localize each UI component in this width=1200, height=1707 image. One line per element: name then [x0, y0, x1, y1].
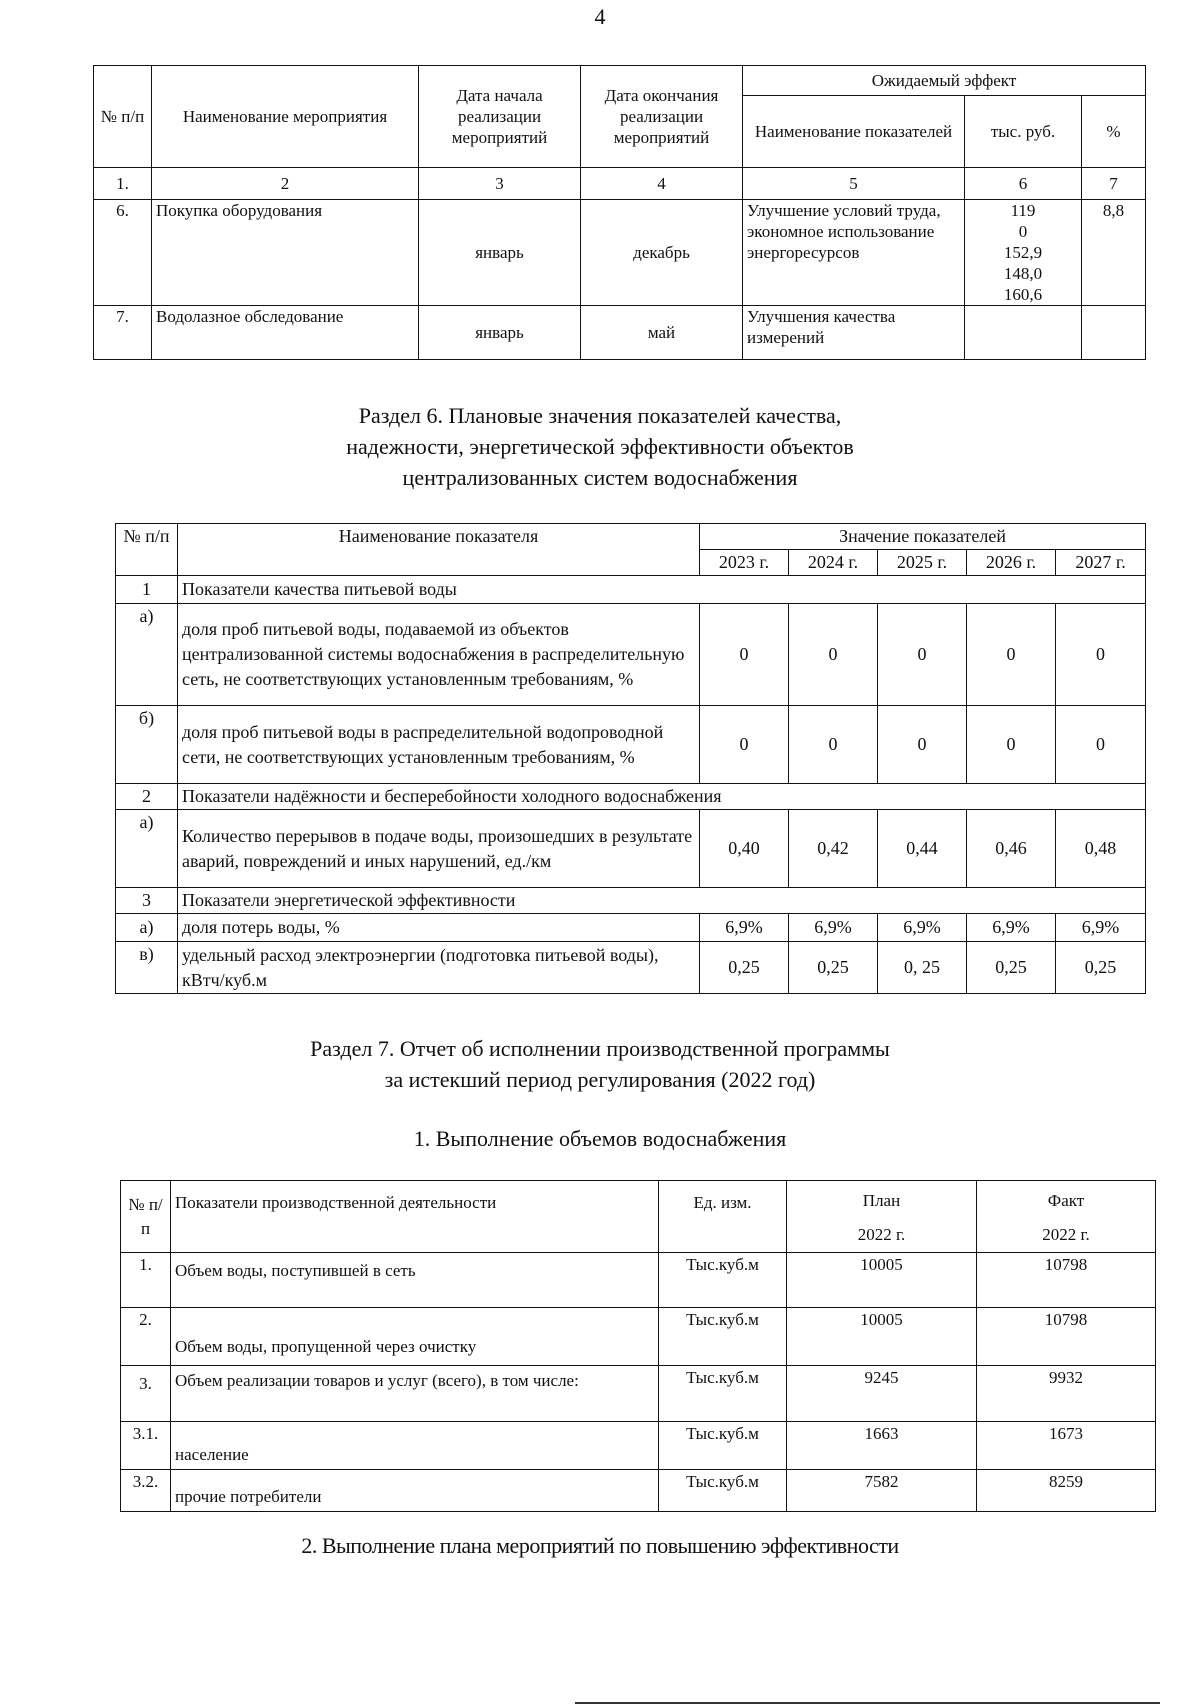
row-percent [1082, 306, 1146, 360]
row-unit: Тыс.куб.м [659, 1366, 787, 1422]
group-title: Показатели качества питьевой воды [178, 576, 1146, 604]
col-number: 3 [419, 168, 581, 200]
row-value: 0 [1056, 604, 1146, 706]
header-num: № п/п [94, 66, 152, 168]
row-value: 0,42 [789, 810, 878, 888]
row-value: 6,9% [878, 914, 967, 942]
table-row [116, 604, 1146, 706]
col-number: 7 [1082, 168, 1146, 200]
header-num: № п/п [121, 1181, 171, 1253]
row-num: 3.2. [121, 1470, 171, 1512]
row-plan: 1663 [787, 1422, 977, 1470]
header-year: 2027 г. [1056, 550, 1146, 576]
header-end-date: Дата окончания реализации мероприятий [581, 66, 743, 168]
indicators-table [115, 523, 1146, 994]
row-num: 1. [121, 1253, 171, 1308]
header-year: 2023 г. [700, 550, 789, 576]
value-line: 152,9 [1003, 243, 1043, 262]
row-plan: 10005 [787, 1253, 977, 1308]
header-start-date: Дата начала реализации мероприятий [419, 66, 581, 168]
row-value: 0 [700, 706, 789, 784]
row-end-date: декабрь [581, 200, 743, 306]
group-row [116, 784, 1146, 810]
row-num: 3. [121, 1366, 171, 1422]
row-indicator: Улучшение условий труда, экономное использование энергоресурсов [743, 200, 965, 306]
section-7-title-line: за истекший период регулирования (2022 год) [384, 1067, 816, 1092]
row-end-date: май [581, 306, 743, 360]
row-fact: 8259 [977, 1470, 1156, 1512]
header-indicator-name: Показатели производственной деятельности [171, 1181, 659, 1253]
row-percent: 8,8 [1082, 200, 1146, 306]
row-value: 6,9% [967, 914, 1056, 942]
table-row [121, 1366, 1156, 1422]
table-row [121, 1253, 1156, 1308]
group-row [116, 576, 1146, 604]
column-numbers-row [94, 168, 1146, 200]
row-fact: 9932 [977, 1366, 1156, 1422]
row-num: 7. [94, 306, 152, 360]
group-num: 2 [116, 784, 178, 810]
row-num: а) [116, 914, 178, 942]
row-unit: Тыс.куб.м [659, 1308, 787, 1366]
header-fact-label: Факт [1047, 1191, 1085, 1210]
row-value: 0,25 [967, 942, 1056, 994]
row-unit: Тыс.куб.м [659, 1253, 787, 1308]
row-start-date: январь [419, 306, 581, 360]
page-number: 4 [594, 4, 606, 29]
row-plan: 10005 [787, 1308, 977, 1366]
table-row [116, 810, 1146, 888]
row-value: 0 [967, 706, 1056, 784]
table-row [94, 306, 1146, 360]
header-num: № п/п [116, 524, 178, 576]
header-percent: % [1082, 96, 1146, 168]
row-start-date: январь [419, 200, 581, 306]
header-year: 2026 г. [967, 550, 1056, 576]
row-indicator: Улучшения качества измерений [743, 306, 965, 360]
header-indicators: Наименование показателей [743, 96, 965, 168]
section-7-title [0, 1033, 1200, 1095]
value-line: 119 [1010, 201, 1036, 220]
row-indicator-name: Количество перерывов в подаче воды, произошедших в результате аварий, повреждений и иных нарушений, ед./км [178, 810, 700, 888]
value-line: 0 [1018, 222, 1028, 241]
header-indicator-values: Значение показателей [700, 524, 1146, 550]
row-value: 6,9% [700, 914, 789, 942]
row-value: 0,44 [878, 810, 967, 888]
row-unit: Тыс.куб.м [659, 1422, 787, 1470]
header-fact-year: 2022 г. [1042, 1225, 1090, 1244]
row-unit: Тыс.куб.м [659, 1470, 787, 1512]
section-6-title-line: Раздел 6. Плановые значения показателей качества, [358, 403, 842, 428]
group-title: Показатели надёжности и бесперебойности холодного водоснабжения [178, 784, 1146, 810]
col-number: 2 [152, 168, 419, 200]
header-year: 2025 г. [878, 550, 967, 576]
row-indicator-name: удельный расход электроэнергии (подготовка питьевой воды), кВтч/куб.м [178, 942, 700, 994]
table-row [121, 1470, 1156, 1512]
row-indicator-name: Объем воды, поступившей в сеть [171, 1253, 659, 1308]
table-row [121, 1308, 1156, 1366]
row-value: 0, 25 [878, 942, 967, 994]
col-number: 1. [94, 168, 152, 200]
col-number: 5 [743, 168, 965, 200]
page-bottom-rule [575, 1702, 1160, 1704]
row-value: 6,9% [1056, 914, 1146, 942]
col-number: 4 [581, 168, 743, 200]
row-indicator-name: Объем воды, пропущенной через очистку [171, 1308, 659, 1366]
row-values [965, 306, 1082, 360]
row-num: а) [116, 604, 178, 706]
header-measure-name: Наименование мероприятия [152, 66, 419, 168]
row-value: 0,48 [1056, 810, 1146, 888]
row-value: 0,40 [700, 810, 789, 888]
row-value: 0 [878, 706, 967, 784]
col-number: 6 [965, 168, 1082, 200]
row-measure-name: Водолазное обследование [152, 306, 419, 360]
row-indicator-name: прочие потребители [171, 1470, 659, 1512]
header-indicator-name: Наименование показателя [178, 524, 700, 576]
row-num: а) [116, 810, 178, 888]
row-fact: 1673 [977, 1422, 1156, 1470]
header-fact [977, 1181, 1156, 1253]
row-value: 0,25 [1056, 942, 1146, 994]
row-num: 6. [94, 200, 152, 306]
header-plan [787, 1181, 977, 1253]
row-indicator-name: доля проб питьевой воды в распределительной водопроводной сети, не соответствующих установленным требованиям, % [178, 706, 700, 784]
section-7-subtitle: 1. Выполнение объемов водоснабжения [413, 1126, 787, 1151]
header-plan-label: План [862, 1191, 901, 1210]
row-num: 2. [121, 1308, 171, 1366]
header-expected-effect: Ожидаемый эффект [743, 66, 1146, 96]
row-plan: 9245 [787, 1366, 977, 1422]
row-measure-name: Покупка оборудования [152, 200, 419, 306]
row-value: 0 [967, 604, 1056, 706]
row-indicator-name: доля проб питьевой воды, подаваемой из объектов централизованной системы водоснабжения в распределительную сеть, не соответствующих установленным требованиям, % [178, 604, 700, 706]
table-row [121, 1422, 1156, 1470]
row-plan: 7582 [787, 1470, 977, 1512]
header-plan-year: 2022 г. [857, 1225, 906, 1244]
row-values [965, 200, 1082, 306]
row-value: 0,25 [700, 942, 789, 994]
section-7-title-line: Раздел 7. Отчет об исполнении производственной программы [310, 1036, 890, 1061]
table-row [116, 942, 1146, 994]
table-row [94, 200, 1146, 306]
section-6-title [0, 400, 1200, 493]
row-fact: 10798 [977, 1253, 1156, 1308]
section-7-subtitle-2: 2. Выполнение плана мероприятий по повышению эффективности [301, 1533, 899, 1558]
group-row [116, 888, 1146, 914]
value-line: 148,0 [1003, 264, 1043, 283]
header-year: 2024 г. [789, 550, 878, 576]
group-num: 1 [116, 576, 178, 604]
row-num: б) [116, 706, 178, 784]
row-indicator-name: Объем реализации товаров и услуг (всего), в том числе: [171, 1366, 659, 1422]
measures-table [93, 65, 1146, 360]
table-row [116, 706, 1146, 784]
row-value: 0,46 [967, 810, 1056, 888]
row-indicator-name: доля потерь воды, % [178, 914, 700, 942]
value-line: 160,6 [1003, 285, 1043, 304]
row-num: в) [116, 942, 178, 994]
table-row [116, 914, 1146, 942]
row-value: 0 [1056, 706, 1146, 784]
row-value: 0,25 [789, 942, 878, 994]
group-num: 3 [116, 888, 178, 914]
section-6-title-line: централизованных систем водоснабжения [402, 465, 798, 490]
group-title: Показатели энергетической эффективности [178, 888, 1146, 914]
row-value: 0 [789, 604, 878, 706]
row-num: 3.1. [121, 1422, 171, 1470]
row-value: 0 [878, 604, 967, 706]
row-value: 6,9% [789, 914, 878, 942]
row-value: 0 [789, 706, 878, 784]
header-thousand-rub: тыс. руб. [965, 96, 1082, 168]
water-supply-volumes-table [120, 1180, 1156, 1512]
row-fact: 10798 [977, 1308, 1156, 1366]
row-value: 0 [700, 604, 789, 706]
row-indicator-name: население [171, 1422, 659, 1470]
section-6-title-line: надежности, энергетической эффективности объектов [346, 434, 854, 459]
header-unit: Ед. изм. [659, 1181, 787, 1253]
